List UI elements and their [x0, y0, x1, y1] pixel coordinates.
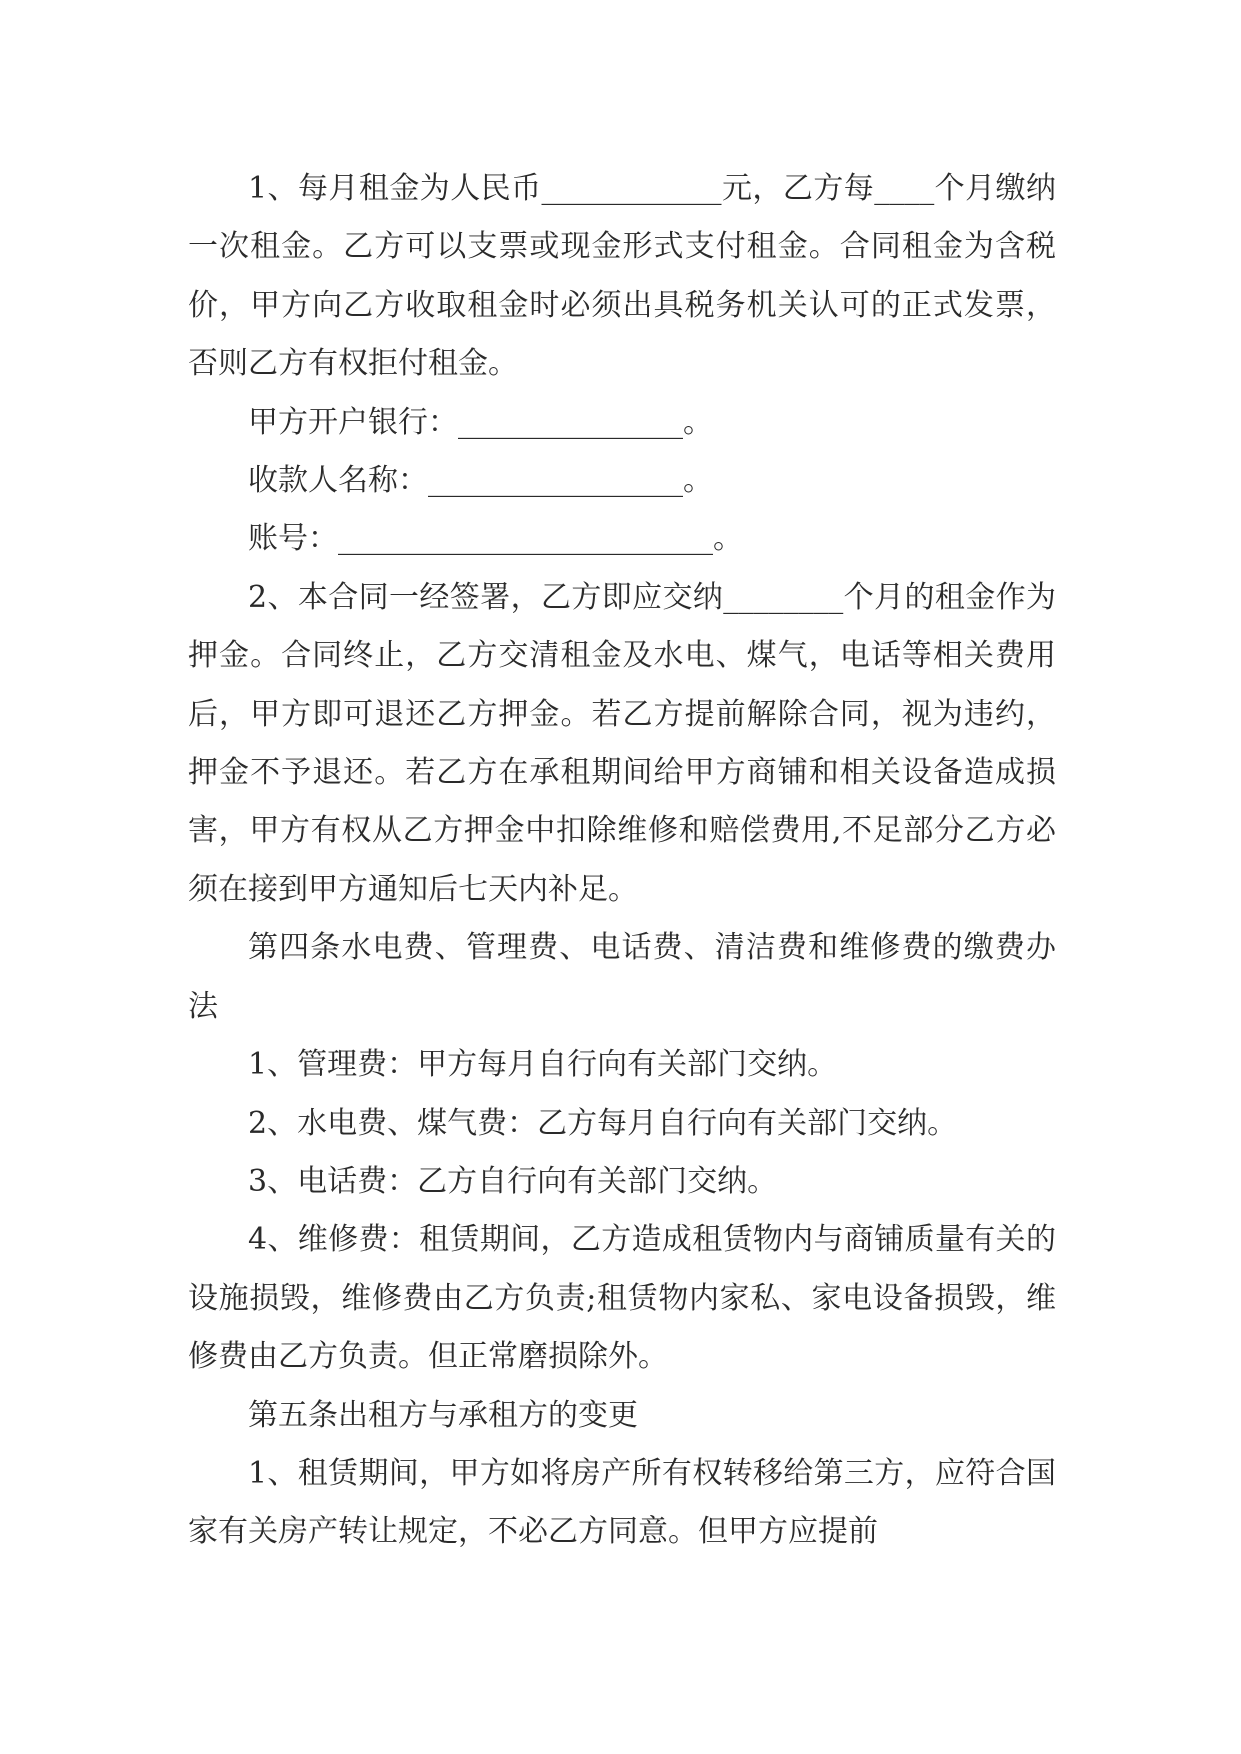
paragraph-deposit: 2、本合同一经签署，乙方即应交纳________个月的租金作为押金。合同终止，乙方交清租金及水电、煤气，电话等相关费用后，甲方即可退还乙方押金。若乙方提前解除合同，视为违约，押金不予退还。若乙方在承租期间给甲方商铺和相关设备造成损害，甲方有权从乙方押金中扣除维修和赔偿费用,不足部分乙方必须在接到甲方通知后七天内补足。	[188, 579, 1056, 907]
paragraph-ownership-transfer: 1、租赁期间，甲方如将房产所有权转移给第三方，应符合国家有关房产转让规定，不必乙方同意。但甲方应提前	[188, 1455, 1056, 1550]
paragraph-payee: 收款人名称：_________________。	[248, 463, 713, 499]
paragraph-maintenance-fee: 4、维修费：租赁期间，乙方造成租赁物内与商铺质量有关的设施损毁，维修费由乙方负责;租赁物内家私、家电设备损毁，维修费由乙方负责。但正常磨损除外。	[188, 1222, 1056, 1375]
paragraph-management-fee: 1、管理费：甲方每月自行向有关部门交纳。	[248, 1047, 838, 1083]
paragraph-utility-fee: 2、水电费、煤气费：乙方每月自行向有关部门交纳。	[248, 1105, 958, 1141]
paragraph-account: 账号：_________________________。	[248, 521, 743, 557]
document-body	[188, 160, 1056, 1562]
paragraph-phone-fee: 3、电话费：乙方自行向有关部门交纳。	[248, 1163, 778, 1199]
section-heading-article-5: 第五条出租方与承租方的变更	[248, 1397, 638, 1433]
section-heading-article-4: 第四条水电费、管理费、电话费、清洁费和维修费的缴费办法	[188, 930, 1056, 1024]
paragraph-rent-payment: 1、每月租金为人民币____________元，乙方每____个月缴纳一次租金。乙方可以支票或现金形式支付租金。合同租金为含税价，甲方向乙方收取租金时必须出具税务机关认可的正式发票，否则乙方有权拒付租金。	[188, 171, 1056, 382]
paragraph-bank: 甲方开户银行：_______________。	[248, 404, 713, 440]
